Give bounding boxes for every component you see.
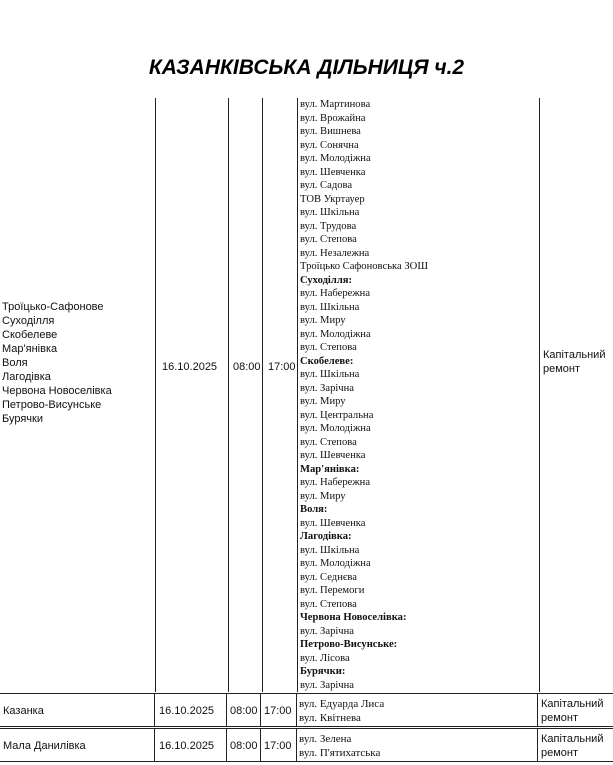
settlement-name: Казанка — [3, 705, 44, 717]
settlement-header: Суходілля: — [300, 274, 353, 286]
outage-row — [0, 728, 613, 762]
street-line: вул. Перемоги — [300, 585, 365, 596]
settlement-name: Петрово-Висунське — [2, 399, 102, 411]
settlement-header: Мар'янівка: — [300, 463, 360, 475]
street-line: вул. Трудова — [300, 220, 357, 232]
street-line: вул. Врожайна — [300, 112, 366, 124]
settlement-name: Мала Данилівка — [3, 740, 86, 752]
date-cell: 16.10.2025 — [159, 740, 215, 752]
column-divider — [154, 694, 155, 726]
street-line: вул. Шкільна — [300, 369, 360, 380]
street-line: вул. Мартинова — [300, 99, 371, 110]
note-line: Капітальний — [541, 698, 604, 710]
street-line: вул. Седнєва — [300, 571, 357, 583]
column-divider — [226, 729, 227, 761]
street-line: вул. Набережна — [300, 477, 371, 488]
street-line: вул. Миру — [300, 315, 346, 326]
column-divider — [228, 98, 229, 692]
note-cell — [541, 732, 611, 760]
street-line: вул. Садова — [300, 180, 353, 191]
settlement-header: Скобелеве: — [300, 355, 354, 367]
column-divider — [226, 694, 227, 726]
street-line: вул. Лісова — [300, 652, 350, 664]
settlement-header: Червона Новоселівка: — [300, 612, 407, 623]
street-line: вул. Шкільна — [300, 301, 360, 313]
street-line: вул. Молодіжна — [300, 558, 371, 569]
street-line: Троїцько Сафоновська ЗОШ — [300, 261, 429, 272]
settlement-name: Скобелеве — [2, 329, 58, 341]
street-line: вул. Шевченка — [300, 450, 366, 461]
column-divider — [154, 729, 155, 761]
column-divider — [539, 98, 540, 692]
street-line: вул. Степова — [300, 234, 357, 245]
settlement-name: Червона Новоселівка — [2, 385, 112, 397]
street-line: вул. Сонячна — [300, 139, 359, 151]
column-divider — [296, 694, 297, 726]
note-cell — [541, 697, 611, 725]
note-line: ремонт — [541, 747, 579, 759]
street-line: вул. Зарічна — [300, 625, 355, 637]
street-line: вул. Степова — [300, 598, 357, 610]
settlement-header: Бурячки: — [300, 666, 346, 677]
time-from-cell: 08:00 — [230, 740, 258, 752]
note-cell: Капітальний ремонт — [543, 349, 606, 375]
settlement-name: Троїцько-Сафонове — [2, 301, 104, 313]
column-divider — [537, 729, 538, 761]
settlement-header: Воля: — [300, 504, 328, 515]
note-line: Капітальний — [541, 733, 604, 745]
street-line: вул. Незалежна — [300, 247, 370, 259]
streets-cell — [299, 732, 380, 760]
street-line: вул. Шкільна — [300, 544, 360, 556]
street-line: вул. Зарічна — [300, 679, 355, 691]
column-divider — [297, 98, 298, 692]
street-line: вул. Шкільна — [300, 207, 360, 218]
note-line: ремонт — [541, 712, 579, 724]
time-to-cell: 17:00 — [268, 361, 296, 373]
street-line: вул. П'ятихатська — [299, 747, 381, 759]
street-line: вул. Степова — [300, 342, 357, 353]
street-line: вул. Молодіжна — [300, 423, 371, 434]
time-to-cell: 17:00 — [264, 705, 292, 717]
column-divider — [155, 98, 156, 692]
street-line: вул. Центральна — [300, 409, 374, 421]
settlement-name: Мар'янівка — [2, 343, 58, 355]
street-line: вул. Миру — [300, 396, 346, 407]
street-line: вул. Молодіжна — [300, 328, 371, 340]
date-cell: 16.10.2025 — [162, 361, 218, 373]
settlement-name: Лагодівка — [2, 371, 51, 383]
street-line: вул. Зелена — [299, 733, 352, 745]
street-line: ТОВ Укртауер — [300, 193, 365, 205]
settlement-header: Петрово-Висунське: — [300, 639, 398, 650]
page-title: КАЗАНКІВСЬКА ДІЛЬНИЦЯ ч.2 — [148, 56, 465, 79]
street-line: вул. Набережна — [300, 288, 371, 299]
column-divider — [262, 98, 263, 692]
settlement-name: Бурячки — [2, 413, 43, 425]
streets-cell — [299, 697, 384, 725]
street-line: вул. Молодіжна — [300, 153, 371, 164]
column-divider — [537, 694, 538, 726]
settlement-header: Лагодівка: — [300, 531, 352, 542]
main-outage-row — [0, 98, 613, 692]
outage-row — [0, 693, 613, 727]
street-line: вул. Шевченка — [300, 166, 366, 178]
street-line: вул. Степова — [300, 436, 357, 448]
settlement-name: Суходілля — [2, 315, 55, 327]
street-line: вул. Миру — [300, 490, 346, 502]
street-line: вул. Зарічна — [300, 382, 355, 394]
street-line: вул. Квітнева — [299, 712, 361, 724]
streets-cell — [300, 98, 538, 692]
time-from-cell: 08:00 — [233, 361, 261, 373]
street-line: вул. Вишнева — [300, 126, 361, 137]
street-line: вул. Шевченка — [300, 517, 366, 529]
time-to-cell: 17:00 — [264, 740, 292, 752]
date-cell: 16.10.2025 — [159, 705, 215, 717]
settlement-name: Воля — [2, 357, 28, 369]
column-divider — [260, 729, 261, 761]
street-line: вул. Едуарда Лиса — [299, 698, 385, 710]
time-from-cell: 08:00 — [230, 705, 258, 717]
settlements-cell — [2, 300, 152, 426]
column-divider — [296, 729, 297, 761]
column-divider — [260, 694, 261, 726]
